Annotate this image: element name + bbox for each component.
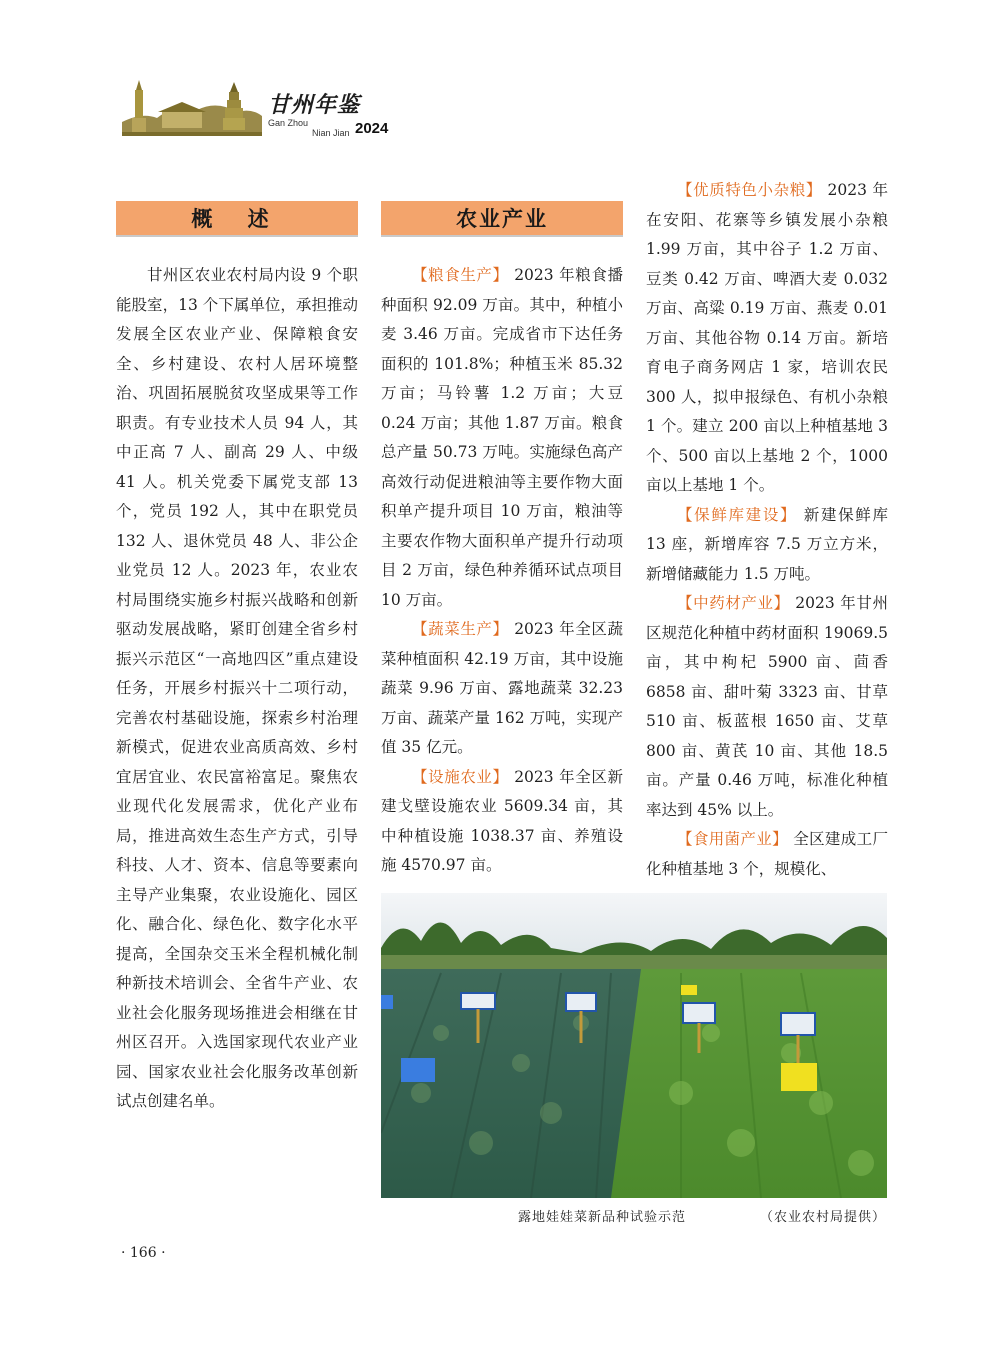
cabbage-field-photo <box>381 893 887 1198</box>
storage-tag: 【保鲜库建设】 <box>677 505 798 524</box>
fungus-text: 全区建成工厂化种植基地 3 个，规模化、 <box>646 830 888 878</box>
brand-year: 2024 <box>355 120 389 137</box>
brand-pinyin-2: Nian Jian <box>312 128 350 138</box>
column-agriculture-continued <box>646 176 888 884</box>
grain-text: 2023 年粮食播种面积 92.09 万亩。其中，种植小麦 3.46 万亩。完成省市下达任务面积的 101.8%；种植玉米 85.32 万亩；马铃薯 1.2 万亩；大豆 0.24 万亩；其他 1.87 万亩。粮食总产量 50.73 万吨。实施绿色高产高效行动促进粮油等主要作物大面积单产提升项目 10 万亩，粮油等主要农作物大面积单产提升行动项目 2 万亩，绿色种养循环试点项目 10 万亩。 <box>381 266 623 609</box>
brand-pinyin-1: Gan Zhou <box>268 118 309 128</box>
vegetable-tag: 【蔬菜生产】 <box>412 620 509 638</box>
herb-text: 2023 年甘州区规范化种植中药材面积 19069.5 亩，其中枸杞 5900 亩、茴香 6858 亩、甜叶菊 3323 亩、甘草 510 亩、板蓝根 1650 亩、艾草 800 亩、黄芪 10 亩、其他 18.5 亩。产量 0.46 万吨，标准化种植率达到 45% 以上。 <box>646 594 888 819</box>
facility-text: 2023 年全区新建戈壁设施农业 5609.34 亩，其中种植设施 1038.37 亩、养殖设施 4570.97 亩。 <box>381 767 623 874</box>
section-title-agriculture: 农业产业 <box>381 201 623 237</box>
brand-title: 甘州年鉴 <box>268 92 361 118</box>
fungus-tag: 【食用菌产业】 <box>677 830 788 848</box>
page-number: · 166 · <box>121 1245 166 1261</box>
photo-caption: 露地娃娃菜新品种试验示范 <box>518 1210 687 1225</box>
grain-tag: 【粮食生产】 <box>412 266 509 284</box>
header <box>122 72 422 142</box>
small-grain-paragraph <box>646 176 888 501</box>
herb-paragraph <box>646 589 888 825</box>
column-overview <box>116 261 358 1117</box>
column-agriculture <box>381 261 623 881</box>
facility-paragraph <box>381 763 623 881</box>
herb-tag: 【中药材产业】 <box>677 594 790 612</box>
section-title-overview: 概 述 <box>116 201 358 237</box>
overview-paragraph: 甘州区农业农村局内设 9 个职能股室，13 个下属单位，承担推动发展全区农业产业、保障粮食安全、乡村建设、农村人居环境整治、巩固拓展脱贫攻坚成果等工作职责。有专业技术人员 94 人，其中正高 7 人、副高 29 人、中级 41 人。机关党委下属党支部 13 个，党员 192 人，其中在职党员 132 人、退休党员 48 人、非公企业党员 12 人。2023 年，农业农村局围绕实施乡村振兴战略和创新驱动发展战略，紧盯创建全省乡村振兴示范区“一高地四区”重点建设任务，开展乡村振兴十二项行动，完善农村基础设施，探索乡村治理新模式，促进农业高质高效、乡村宜居宜业、农民富裕富足。聚焦农业现代化发展需求，优化产业布局，推进高效生态生产方式，引导科技、人才、资本、信息等要素向主导产业集聚，农业设施化、园区化、融合化、绿色化、数字化水平提高，全国杂交玉米全程机械化制种新技术培训会、全省牛产业、农业社会化服务现场推进会相继在甘州区召开。入选国家现代农业产业园、国家农业社会化服务改革创新试点创建名单。 <box>116 266 358 1110</box>
small-grain-tag: 【优质特色小杂粮】 <box>677 181 822 199</box>
temple-pagoda-logo-icon <box>122 72 262 138</box>
photo-credit: （农业农村局提供） <box>760 1210 887 1225</box>
vegetable-paragraph <box>381 615 623 763</box>
vegetable-text: 2023 年全区蔬菜种植面积 42.19 万亩，其中设施蔬菜 9.96 万亩、露地蔬菜 32.23 万亩、蔬菜产量 162 万吨，实现产值 35 亿元。 <box>381 620 623 756</box>
grain-paragraph <box>381 261 623 615</box>
fungus-paragraph <box>646 825 888 884</box>
small-grain-text: 2023 年在安阳、花寨等乡镇发展小杂粮 1.99 万亩，其中谷子 1.2 万亩、豆类 0.42 万亩、啤酒大麦 0.032 万亩、高粱 0.19 万亩、燕麦 0.01 万亩、其他谷物 0.14 万亩。新培育电子商务网店 1 家，培训农民 300 人，拟申报绿色、有机小杂粮 1 个。建立 200 亩以上种植基地 3 个、500 亩以上基地 2 个，1000 亩以上基地 1 个。 <box>646 181 888 494</box>
facility-tag: 【设施农业】 <box>412 767 509 786</box>
storage-text: 新建保鲜库 13 座，新增库容 7.5 万立方米，新增储藏能力 1.5 万吨。 <box>646 505 888 583</box>
storage-paragraph <box>646 501 888 590</box>
field-photo-icon <box>381 893 887 1198</box>
